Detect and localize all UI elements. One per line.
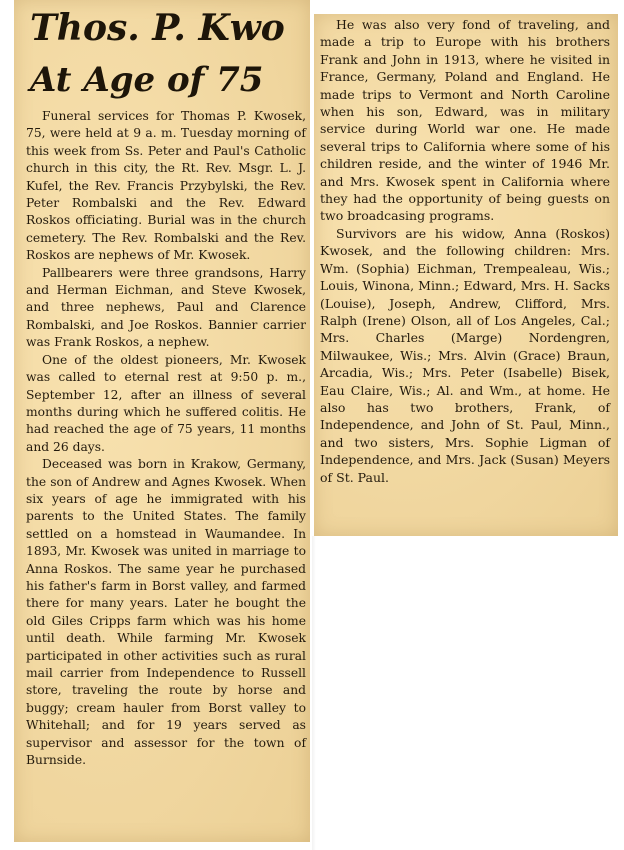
headline-line-2: At Age of 75 xyxy=(30,60,264,100)
paragraph-pallbearers: Pallbearers were three grandsons, Harry and Herman Eichman, and Steve Kwosek, and three nephews, Paul and Clarence Rombalski, and Joe Roskos. Bannier carrier was Frank Roskos, a nephew. xyxy=(26,265,306,350)
left-article-column xyxy=(26,108,306,769)
paragraph-biography: Deceased was born in Krakow, Germany, the son of Andrew and Agnes Kwosek. When six years of age he immigrated with his parents to the United States. The family settled on a homstead in Waumandee. In 1893, Mr. Kwosek was united in marriage to Anna Roskos. The same year he purchased his father's farm in Borst valley, and farmed there for many years. Later he bought the old Giles Cripps farm which was his home until death. While farming Mr. Kwosek participated in other activities such as rural mail carrier from Independence to Russell store, traveling the route by horse and buggy; cream hauler from Borst valley to Whitehall; and for 19 years served as supervisor and assessor for the town of Burnside. xyxy=(26,457,306,768)
clipping-left xyxy=(14,0,310,842)
clipping-right xyxy=(314,14,618,536)
paragraph-survivors: Survivors are his widow, Anna (Roskos) Kwosek, and the following children: Mrs. Wm. (Sophia) Eichman, Trempealeau, Wis.; Louis, Winona, Minn.; Edward, Mrs. H. Sacks (Louise), Joseph, Andrew, Clifford, Mrs. Ralph (Irene) Olson, all of Los Angeles, Cal.; Mrs. Charles (Marge) Nordengren, Milwaukee, Wis.; Mrs. Alvin (Grace) Braun, Arcadia, Wis.; Mrs. Peter (Isabelle) Bisek, Eau Claire, Wis.; Al. and Wm., at home. He also has two brothers, Frank, of Independence, and John of St. Paul, Minn., and two sisters, Mrs. Sophie Ligman of Independence, and Mrs. Jack (Susan) Meyers of St. Paul. xyxy=(320,225,610,485)
right-article-column xyxy=(320,16,610,486)
paragraph-funeral-services: Funeral services for Thomas P. Kwosek, 75, were held at 9 a. m. Tuesday morning of this week from Ss. Peter and Paul's Catholic church in this city, the Rt. Rev. Msgr. L. J. Kufel, the Rev. Francis Przybylski, the Rev. Peter Rombalski and the Rev. Edward Roskos officiating. Burial was in the church cemetery. The Rev. Rombalski and the Rev. Roskos are nephews of Mr. Kwosek. xyxy=(26,109,306,263)
headline-line-1: Thos. P. Kwo xyxy=(30,7,285,49)
paragraph-death-notice: One of the oldest pioneers, Mr. Kwosek was called to eternal rest at 9:50 p. m., September 12, after an illness of several months during which he suffered colitis. He had reached the age of 75 years, 11 months and 26 days. xyxy=(26,352,306,454)
clipping-gap-shadow xyxy=(312,536,316,850)
paragraph-travels: He was also very fond of traveling, and made a trip to Europe with his brothers Frank and John in 1913, where he visited in France, Germany, Poland and England. He made trips to Vermont and North Caroline when his son, Edward, was in military service during World war one. He made several trips to California where some of his children reside, and the winter of 1946 Mr. and Mrs. Kwosek spent in California where they had the opportunity of being guests on two broadcasing programs. xyxy=(320,17,610,224)
